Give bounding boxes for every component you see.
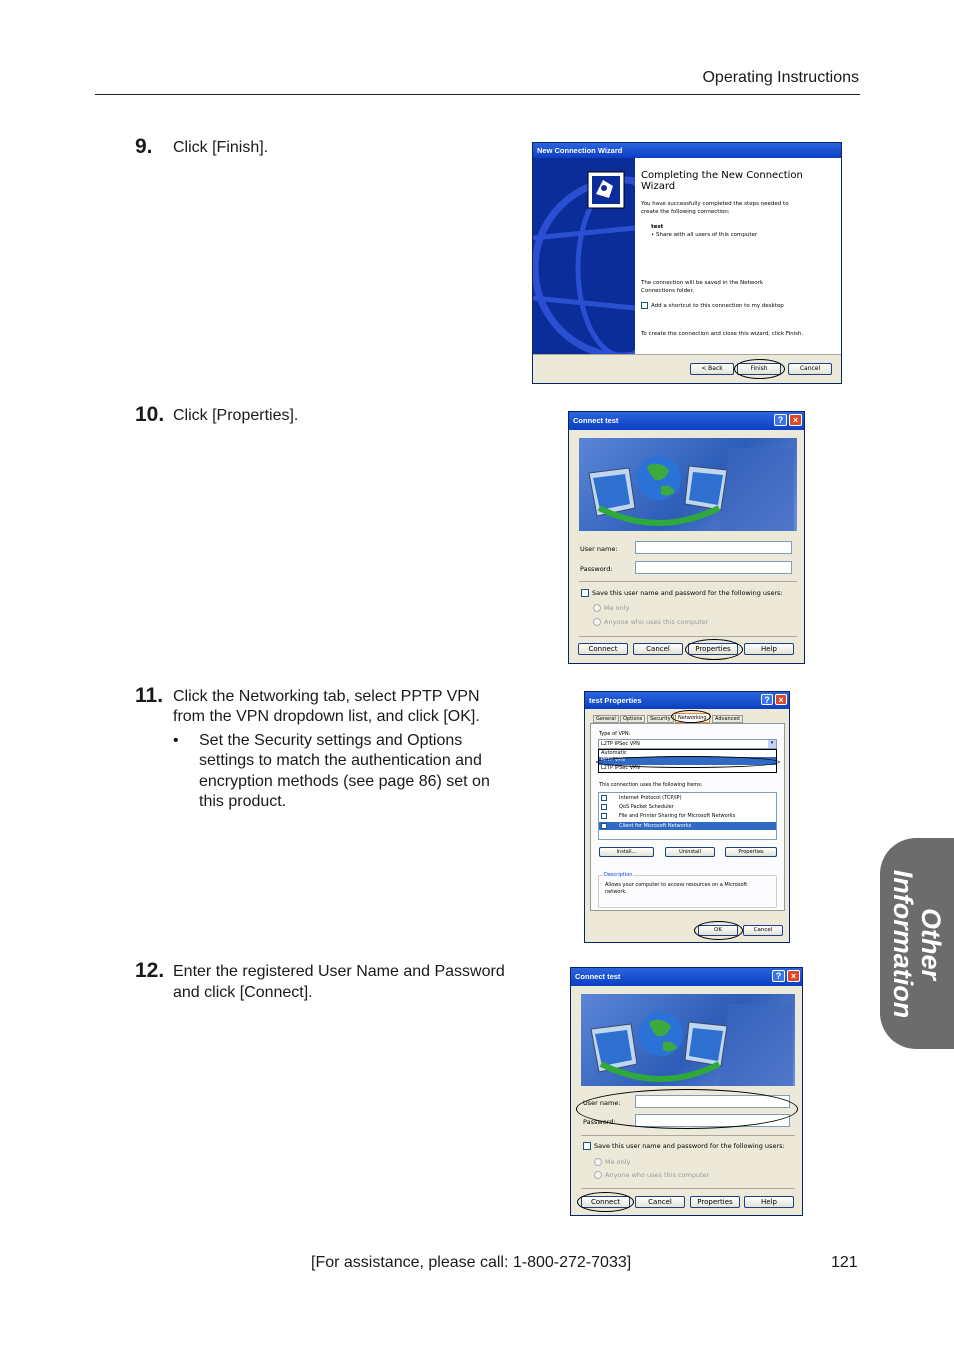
connect-button[interactable]: Connect [581,1196,630,1208]
header-rule [95,94,860,95]
connect-button[interactable]: Connect [578,643,628,655]
help-icon[interactable]: ? [774,414,787,426]
anyone-label: Anyone who uses this computer [605,1171,710,1179]
credentials-highlight-circle [576,1089,798,1129]
item-label: File and Printer Sharing for Microsoft Networks [619,813,736,819]
items-list [598,792,777,840]
page-number: 121 [831,1254,858,1271]
description-group [598,872,777,908]
globe-graphic [533,158,635,354]
cancel-button[interactable]: Cancel [633,643,683,655]
chevron-down-icon[interactable]: ▾ [768,740,776,748]
step-11-text-1: Click the Networking tab, select PPTP VPN [173,688,480,705]
back-button[interactable]: < Back [690,363,734,375]
assistance-footer: [For assistance, please call: 1-800-272-7033] [311,1254,632,1271]
item-checkbox[interactable] [601,804,607,810]
vpn-type-select[interactable] [598,739,777,749]
step-12-text-1: Enter the registered User Name and Password [173,963,505,980]
step-11-bullet-line: Set the Security settings and Options [199,732,463,749]
cancel-button[interactable]: Cancel [743,925,783,936]
step-9-text: Click [Finish]. [173,139,269,156]
connect-dialog-2-screenshot [570,967,803,1216]
close-icon[interactable]: × [789,414,802,426]
uninstall-button[interactable]: Uninstall [665,847,715,857]
password-label: Password: [580,565,613,573]
networking-tab-highlight-circle [671,710,711,723]
wizard-heading-1: Completing the New Connection [641,170,803,181]
save-credentials-checkbox[interactable] [583,1142,591,1150]
side-tab-label: Other Information [888,869,946,1018]
step-11-bullet-line: encryption methods (see page 86) set on [199,773,490,790]
cancel-button[interactable]: Cancel [635,1196,685,1208]
section-side-tab [880,838,954,1049]
item-checkbox[interactable] [601,823,607,829]
connect1-title: Connect test [573,416,619,425]
finish-highlight-circle [734,359,785,379]
user-name-label: User name: [580,545,618,553]
anyone-radio[interactable] [593,618,601,626]
connect-dialog-1-screenshot [568,411,805,664]
step-10-number: 10. [135,403,165,426]
shortcut-checkbox[interactable] [641,302,648,309]
globe-laptops-graphic [579,438,797,531]
step-11-bullet-line: settings to match the authentication and [199,752,482,769]
connect1-title-bar [569,412,804,430]
tab-options[interactable]: Options [620,715,645,723]
properties-highlight-circle [685,639,743,660]
vpn-option-pptp[interactable]: PPTP VPN [601,757,625,763]
item-label: Client for Microsoft Networks [619,823,692,829]
help-icon[interactable]: ? [772,970,785,982]
wizard-finish-hint: To create the connection and close this wizard, click Finish. [641,331,804,337]
wizard-title-bar: New Connection Wizard [533,143,841,158]
wizard-heading-2: Wizard [641,181,676,192]
finish-button[interactable]: Finish [737,363,781,375]
me-only-label: Me only [605,1158,631,1166]
pptp-highlight-circle [596,756,780,768]
wizard-saved-2: Connections folder. [641,288,694,294]
test-properties-screenshot [584,691,790,943]
save-credentials-checkbox[interactable] [581,589,589,597]
divider [579,636,797,637]
connect2-title: Connect test [575,972,621,981]
document-header: Operating Instructions [702,69,859,86]
step-11-text-2: from the VPN dropdown list, and click [OK]. [173,708,480,725]
description-line: Allows your computer to access resources on a Microsoft [605,882,748,888]
user-name-label: User name: [583,1099,621,1107]
tab-general[interactable]: General [593,715,619,723]
step-11-bullet-line: this product. [199,793,287,810]
password-label: Password: [583,1118,616,1126]
ok-button[interactable]: OK [698,925,738,936]
properties-button[interactable]: Properties [690,1196,740,1208]
me-only-radio[interactable] [593,604,601,612]
step-10-text: Click [Properties]. [173,407,299,424]
anyone-radio[interactable] [594,1171,602,1179]
ok-highlight-circle [694,921,743,940]
user-name-input[interactable] [635,541,792,554]
me-only-label: Me only [604,604,630,612]
connect2-banner [581,994,795,1086]
close-icon[interactable]: × [787,970,800,982]
save-credentials-label: Save this user name and password for the following users: [594,1142,785,1150]
item-checkbox[interactable] [601,795,607,801]
item-label: QoS Packet Scheduler [619,804,674,810]
step-9-number: 9. [135,135,153,158]
item-checkbox[interactable] [601,813,607,819]
tab-networking[interactable]: Networking [675,713,710,723]
vpn-type-label: Type of VPN: [599,731,631,737]
wizard-button-bar [533,354,841,383]
password-input[interactable] [635,561,792,574]
save-credentials-label: Save this user name and password for the following users: [592,589,783,597]
props-title-bar [585,692,789,709]
cancel-button[interactable]: Cancel [788,363,832,375]
items-label: This connection uses the following items: [599,782,703,788]
step-12-number: 12. [135,959,165,982]
item-label: Internet Protocol (TCP/IP) [619,795,682,801]
description-title: Description [604,872,633,878]
anyone-label: Anyone who uses this computer [604,618,709,626]
divider [581,1135,795,1136]
wizard-connection-detail: • Share with all users of this computer [651,232,758,238]
tab-advanced[interactable]: Advanced [712,715,743,723]
new-connection-wizard-screenshot [532,142,842,384]
divider [579,581,797,582]
connect2-title-bar [571,968,802,986]
wizard-content [635,158,841,354]
divider [581,1188,795,1189]
vpn-option-automatic[interactable]: Automatic [601,750,627,756]
wizard-intro-1: You have successfully completed the steps needed to [641,201,789,207]
step-11-number: 11. [135,684,164,707]
wizard-saved-1: The connection will be saved in the Network [641,280,764,286]
shortcut-label: Add a shortcut to this connection to my desktop [651,303,784,309]
properties-button[interactable]: Properties [688,643,738,655]
connect-highlight-circle [577,1192,634,1212]
install-button[interactable]: Install... [599,847,654,857]
vpn-selected-value: L2TP IPSec VPN [601,741,640,747]
wizard-connection-name: test [651,224,664,230]
close-icon[interactable]: × [775,694,787,705]
item-properties-button[interactable]: Properties [725,847,777,857]
wizard-globe-panel [533,158,635,354]
help-button[interactable]: Help [744,643,794,655]
step-11-bullet-symbol: • [173,732,179,749]
vpn-option-l2tp[interactable]: L2TP IPSec VPN [601,765,640,771]
wizard-intro-2: create the following connection: [641,209,730,215]
me-only-radio[interactable] [594,1158,602,1166]
connect1-banner [579,438,797,531]
description-line: network. [605,889,627,895]
globe-laptops-graphic [581,994,795,1086]
help-button[interactable]: Help [744,1196,794,1208]
tab-security[interactable]: Security [647,715,674,723]
props-title: test Properties [589,696,642,705]
help-icon[interactable]: ? [761,694,773,705]
step-12-text-2: and click [Connect]. [173,984,313,1001]
